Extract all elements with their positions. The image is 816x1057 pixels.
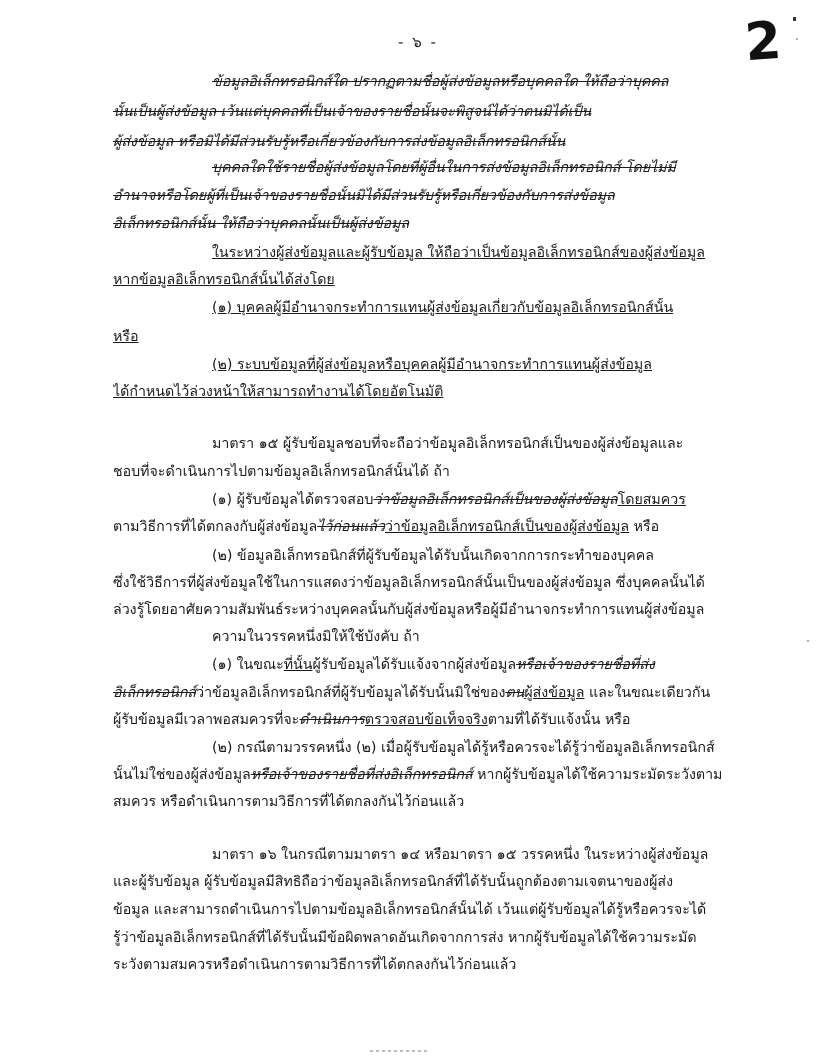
inserted-text: ว่าข้อมูลอิเล็กทรอนิกส์เป็นของผู้ส่งข้อมูล <box>384 519 630 535</box>
text-run: ว่าข้อมูลอิเล็กทรอนิกส์ที่ผู้รับข้อมูลได้รับนั้นมิใช่ของ <box>196 685 506 701</box>
text-run: ผู้รับข้อมูลได้รับแจ้งจากผู้ส่งข้อมูล <box>312 657 517 673</box>
inserted-text: ผู้ส่งข้อมูล <box>524 685 585 701</box>
struck-paragraph-2-line-1: บุคคลใดใช้รายชื่อผู้ส่งข้อมูลโดยที่ผู้อื่นในการส่งข้อมูลอิเล็กทรอนิกส์ โดยไม่มี <box>212 160 676 176</box>
struck-paragraph-1-line-2: นั้นเป็นผู้ส่งข้อมูล เว้นแต่บุคคลที่เป็นเจ้าของรายชื่อนั้นจะพิสูจน์ได้ว่าตนมิได้เป็น <box>113 104 592 120</box>
section-15-item-2-line-3: ล่วงรู้โดยอาศัยความสัมพันธ์ระหว่างบุคคลนั้นกับผู้ส่งข้อมูลหรือผู้มีอำนาจกระทำการแทนผู้ส่งข้อมูล <box>113 602 705 618</box>
section-15-item-2-line-2: ซึ่งใช้วิธีการที่ผู้ส่งข้อมูลใช้ในการแสดงว่าข้อมูลอิเล็กทรอนิกส์นั้นเป็นของผู้ส่งข้อมูล ซึ่งบุคคลนั้นได้ <box>113 575 705 591</box>
text-run: ตามที่ได้รับแจ้งนั้น หรือ <box>487 712 631 728</box>
struck-paragraph-1-line-1: ข้อมูลอิเล็กทรอนิกส์ใด ปรากฏตามชื่อผู้ส่งข้อมูลหรือบุคคลใด ให้ถือว่าบุคคล <box>212 74 669 90</box>
struck-text: ว่าข้อมูลอิเล็กทรอนิกส์เป็นของผู้ส่งข้อมูล <box>373 492 618 508</box>
section-16-line-4: รู้ว่าข้อมูลอิเล็กทรอนิกส์ที่ได้รับนั้นมีข้อผิดพลาดอันเกิดจากการส่ง หากผู้รับข้อมูลได้ใช้ความระมัด <box>113 930 697 946</box>
inserted-paragraph-line-1: ในระหว่างผู้ส่งข้อมูลและผู้รับข้อมูล ให้ถือว่าเป็นข้อมูลอิเล็กทรอนิกส์ของผู้ส่งข้อมูล <box>212 245 705 261</box>
text-run: (๑) ผู้รับข้อมูลได้ตรวจสอบ <box>212 492 374 508</box>
section-15-para-2: ความในวรรคหนึ่งมิให้ใช้บังคับ ถ้า <box>212 629 420 645</box>
struck-paragraph-2-line-2: อำนาจหรือโดยผู้ที่เป็นเจ้าของรายชื่อนั้นมิได้มีส่วนรับรู้หรือเกี่ยวข้องกับการส่งข้อมูล <box>113 188 615 204</box>
scan-speck <box>807 640 809 642</box>
handwritten-page-mark: 2 <box>742 10 784 74</box>
inserted-text: ที่นั้น <box>283 657 313 673</box>
text-run: (๑) ในขณะ <box>212 657 284 673</box>
section-15-para-2-item-1-line-2 <box>113 683 723 703</box>
inserted-item-2-line-1: (๒) ระบบข้อมูลที่ผู้ส่งข้อมูลหรือบุคคลผู้มีอำนาจกระทำการแทนผู้ส่งข้อมูล <box>212 357 652 373</box>
bottom-scan-smudge <box>370 1050 430 1052</box>
struck-paragraph-2-line-3: อิเล็กทรอนิกส์นั้น ให้ถือว่าบุคคลนั้นเป็นผู้ส่งข้อมูล <box>113 216 410 232</box>
struck-text: ไว้ก่อนแล้ว <box>317 519 385 535</box>
struck-text: ตน <box>505 685 525 701</box>
text-run: หรือ <box>629 519 660 535</box>
section-16-line-2: และผู้รับข้อมูล ผู้รับข้อมูลมีสิทธิถือว่าข้อมูลอิเล็กทรอนิกส์ที่ได้รับนั้นถูกต้องตามเจตนาของผู้ส่ง <box>113 874 673 890</box>
struck-text: หรือเจ้าของรายชื่อที่ส่ง <box>516 657 655 673</box>
section-16-line-3: ข้อมูล และสามารถดำเนินการไปตามข้อมูลอิเล็กทรอนิกส์นั้นได้ เว้นแต่ผู้รับข้อมูลได้รู้หรือควรจะได้ <box>113 902 707 918</box>
text-run: ตามวิธีการที่ได้ตกลงกับผู้ส่งข้อมูล <box>113 519 318 535</box>
text-run: ผู้รับข้อมูลมีเวลาพอสมควรที่จะ <box>113 712 300 728</box>
section-16-line-1: มาตรา ๑๖ ในกรณีตามมาตรา ๑๔ หรือมาตรา ๑๕ วรรคหนึ่ง ในระหว่างผู้ส่งข้อมูล <box>212 847 709 863</box>
inserted-text: โดยสมควร <box>617 492 686 508</box>
section-15-para-2-item-2-line-2 <box>113 765 723 785</box>
section-15-para-2-item-2-line-3: สมควร หรือดำเนินการตามวิธีการที่ได้ตกลงกันไว้ก่อนแล้ว <box>113 794 465 810</box>
text-run: หากผู้รับข้อมูลได้ใช้ความระมัดระวังตาม <box>472 767 723 783</box>
inserted-item-2-line-2: ได้กำหนดไว้ล่วงหน้าให้สามารถทำงานได้โดยอัตโนมัติ <box>113 384 444 400</box>
text-run: และในขณะเดียวกัน <box>584 685 711 701</box>
section-15-para-2-item-2-line-1: (๒) กรณีตามวรรคหนึ่ง (๒) เมื่อผู้รับข้อมูลได้รู้หรือควรจะได้รู้ว่าข้อมูลอิเล็กทรอนิกส์ <box>212 740 715 756</box>
inserted-item-1-line-2: หรือ <box>113 329 139 345</box>
section-15-item-1-line-1 <box>212 490 723 510</box>
struck-paragraph-1-line-3: ผู้ส่งข้อมูล หรือมิได้มีส่วนรับรู้หรือเกี่ยวข้องกับการส่งข้อมูลอิเล็กทรอนิกส์นั้น <box>113 134 566 150</box>
page-number: - ๖ - <box>398 33 438 51</box>
section-15-para-2-item-1-line-3 <box>113 710 723 730</box>
struck-text: อิเล็กทรอนิกส์ <box>113 685 197 701</box>
text-run: นั้นไม่ใช่ของผู้ส่งข้อมูล <box>113 767 251 783</box>
struck-text: ดำเนินการ <box>299 712 365 728</box>
inserted-text: ตรวจสอบข้อเท็จจริง <box>364 712 488 728</box>
inserted-paragraph-line-2: หากข้อมูลอิเล็กทรอนิกส์นั้นได้ส่งโดย <box>113 272 335 288</box>
section-15-line-1: มาตรา ๑๕ ผู้รับข้อมูลชอบที่จะถือว่าข้อมูลอิเล็กทรอนิกส์เป็นของผู้ส่งข้อมูลและ <box>212 436 684 452</box>
scan-speck <box>796 38 798 40</box>
struck-text: หรือเจ้าของรายชื่อที่ส่งอิเล็กทรอนิกส์ <box>250 767 473 783</box>
section-15-para-2-item-1-line-1 <box>212 655 723 675</box>
section-15-item-2-line-1: (๒) ข้อมูลอิเล็กทรอนิกส์ที่ผู้รับข้อมูลได้รับนั้นเกิดจากการกระทำของบุคคล <box>212 548 654 564</box>
inserted-item-1-line-1: (๑) บุคคลผู้มีอำนาจกระทำการแทนผู้ส่งข้อมูลเกี่ยวกับข้อมูลอิเล็กทรอนิกส์นั้น <box>212 300 674 316</box>
corner-tick-mark <box>793 17 796 21</box>
section-15-line-2: ชอบที่จะดำเนินการไปตามข้อมูลอิเล็กทรอนิกส์นั้นได้ ถ้า <box>113 464 450 480</box>
section-16-line-5: ระวังตามสมควรหรือดำเนินการตามวิธีการที่ได้ตกลงกันไว้ก่อนแล้ว <box>113 957 517 973</box>
section-15-item-1-line-2 <box>113 517 723 537</box>
